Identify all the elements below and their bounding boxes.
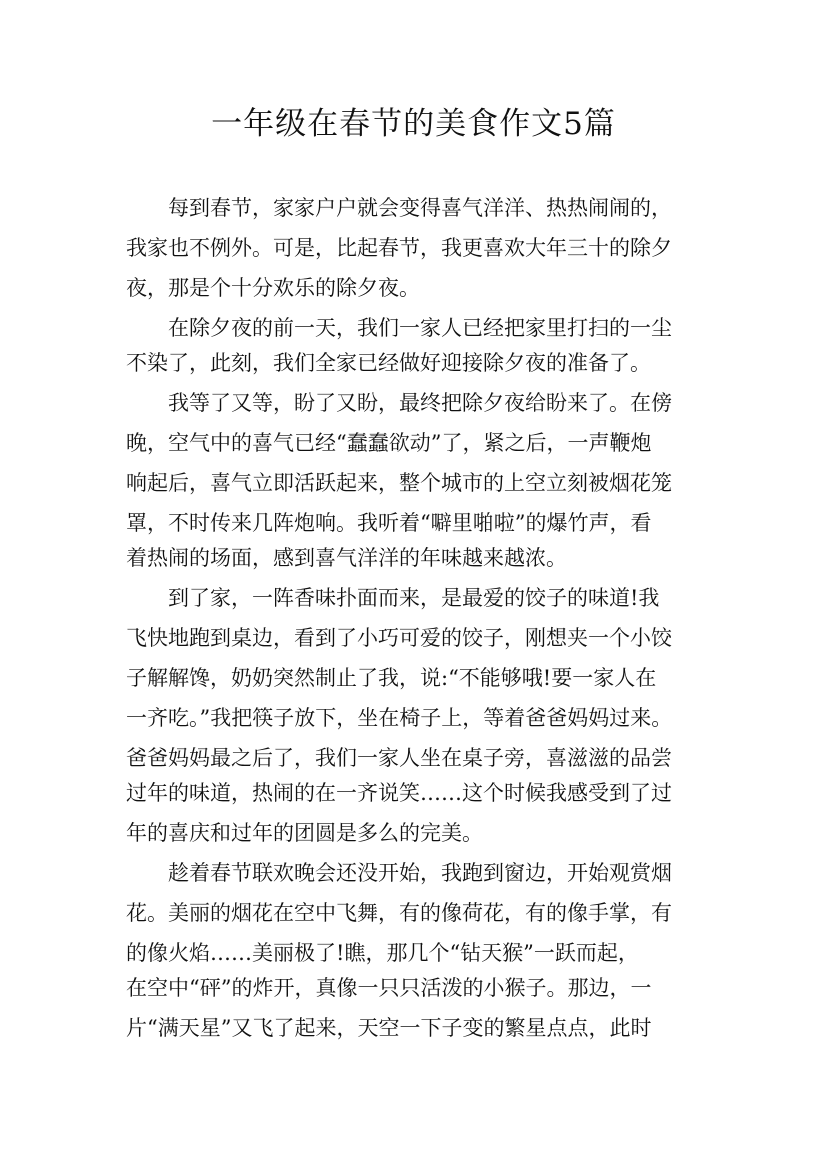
text-line: 片“满天星”又飞了起来，天空一下子变的繁星点点，此时 (126, 1016, 652, 1040)
text-line: 到了家，一阵香味扑面而来，是最爱的饺子的味道!我 (126, 586, 660, 610)
text-line: 晚，空气中的喜气已经“蠢蠢欲动”了，紧之后，一声鞭炮 (126, 431, 652, 455)
text-line: 一齐吃。”我把筷子放下，坐在椅子上，等着爸爸妈妈过来。 (126, 706, 673, 730)
text-line: 子解解馋，奶奶突然制止了我，说:“不能够哦!要一家人在 (126, 666, 657, 690)
text-line: 响起后，喜气立即活跃起来，整个城市的上空立刻被烟花笼 (126, 471, 672, 495)
text-line: 飞快地跑到桌边，看到了小巧可爱的饺子，刚想夹一个小饺 (126, 626, 672, 650)
text-line: 着热闹的场面，感到喜气洋洋的年味越来越浓。 (126, 546, 567, 570)
text-line: 爸爸妈妈最之后了，我们一家人坐在桌子旁，喜滋滋的品尝 (126, 746, 672, 770)
text-line: 夜，那是个十分欢乐的除夕夜。 (126, 276, 420, 300)
text-line: 在除夕夜的前一天，我们一家人已经把家里打扫的一尘 (126, 316, 672, 340)
text-line: 年的喜庆和过年的团圆是多么的完美。 (126, 821, 483, 845)
text-line: 的像火焰……美丽极了!瞧，那几个“钻天猴”一跃而起， (126, 941, 639, 965)
text-line: 每到春节，家家户户就会变得喜气洋洋、热热闹闹的， (126, 196, 672, 220)
document-title: 一年级在春节的美食作文5篇 (211, 106, 616, 142)
text-line: 我等了又等，盼了又盼，最终把除夕夜给盼来了。在傍 (126, 391, 672, 415)
text-line: 趁着春节联欢晚会还没开始，我跑到窗边，开始观赏烟 (126, 861, 672, 885)
text-line: 在空中“砰”的炸开，真像一只只活泼的小猴子。那边，一 (126, 976, 652, 1000)
text-line: 罩，不时传来几阵炮响。我听着“噼里啪啦”的爆竹声，看 (126, 511, 652, 535)
text-line: 不染了，此刻，我们全家已经做好迎接除夕夜的准备了。 (126, 351, 651, 375)
text-line: 我家也不例外。可是，比起春节，我更喜欢大年三十的除夕 (126, 236, 672, 260)
text-line: 过年的味道，热闹的在一齐说笑……这个时候我感受到了过 (126, 781, 672, 805)
text-line: 花。美丽的烟花在空中飞舞，有的像荷花，有的像手掌，有 (126, 901, 672, 925)
